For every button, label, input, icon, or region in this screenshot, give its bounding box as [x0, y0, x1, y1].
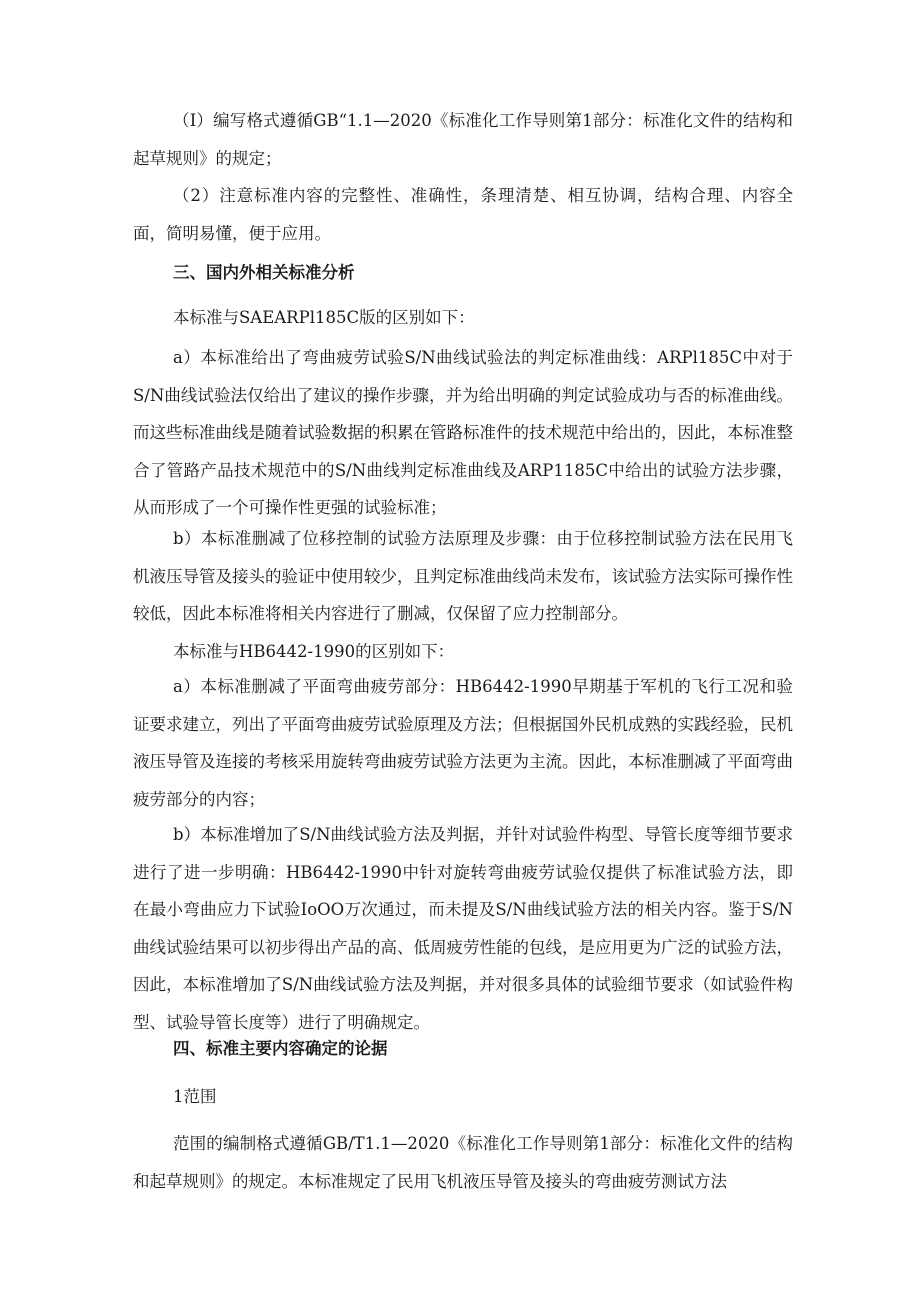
paragraph-content-requirements: （2）注意标准内容的完整性、准确性，条理清楚、相互协调，结构合理、内容全面，简明易懂，便于应用。: [133, 186, 793, 243]
paragraph-sae-item-a: a）本标准给出了弯曲疲劳试验S/N曲线试验法的判定标准曲线：ARPl185C中对于S/N曲线试验法仅给出了建议的操作步骤，并为给出明确的判定试验成功与否的标准曲线。而这些标准曲线是随着试验数据的积累在管路标准件的技术规范中给出的，因此，本标准整合了管路产品技术规范中的S/N曲线判定标准曲线及ARP1185C中给出的试验方法步骤，从而形成了一个可操作性更强的试验标准；: [133, 348, 793, 517]
section-heading-3: 三、国内外相关标准分析: [173, 263, 355, 282]
paragraph-format-rule: （I）编写格式遵循GB“1.1—2020《标准化工作导则第1部分：标准化文件的结构和起草规则》的规定；: [133, 111, 793, 168]
paragraph-sae-intro: 本标准与SAEARPl185C版的区别如下：: [173, 308, 475, 327]
section-heading-4: 四、标准主要内容确定的论据: [173, 1039, 388, 1058]
paragraph-hb-item-a: a）本标准删减了平面弯曲疲劳部分：HB6442-1990早期基于军机的飞行工况和验证要求建立，列出了平面弯曲疲劳试验原理及方法；但根据国外民机成熟的实践经验，民机液压导管及连接的考核采用旋转弯曲疲劳试验方法更为主流。因此，本标准删减了平面弯曲疲劳部分的内容；: [133, 677, 793, 809]
paragraph-hb-item-b: b）本标准增加了S/N曲线试验方法及判据，并针对试验件构型、导管长度等细节要求进行了进一步明确：HB6442-1990中针对旋转弯曲疲劳试验仅提供了标准试验方法，即在最小弯曲应力下试验IoOO万次通过，而未提及S/N曲线试验方法的相关内容。鉴于S/N曲线试验结果可以初步得出产品的高、低周疲劳性能的包线，是应用更为广泛的试验方法，因此，本标准增加了S/N曲线试验方法及判据，并对很多具体的试验细节要求（如试验件构型、试验导管长度等）进行了明确规定。: [133, 825, 793, 1032]
subsection-scope: 1范围: [173, 1087, 217, 1106]
paragraph-hb-intro: 本标准与HB6442-1990的区别如下：: [173, 642, 455, 661]
paragraph-scope-body: 范围的编制格式遵循GB/T1.1—2020《标准化工作导则第1部分：标准化文件的结构和起草规则》的规定。本标准规定了民用飞机液压导管及接头的弯曲疲劳测试方法: [133, 1134, 793, 1191]
paragraph-sae-item-b: b）本标准删减了位移控制的试验方法原理及步骤：由于位移控制试验方法在民用飞机液压导管及接头的验证中使用较少，且判定标准曲线尚未发布，该试验方法实际可操作性较低，因此本标准将相关内容进行了删减，仅保留了应力控制部分。: [133, 529, 793, 623]
